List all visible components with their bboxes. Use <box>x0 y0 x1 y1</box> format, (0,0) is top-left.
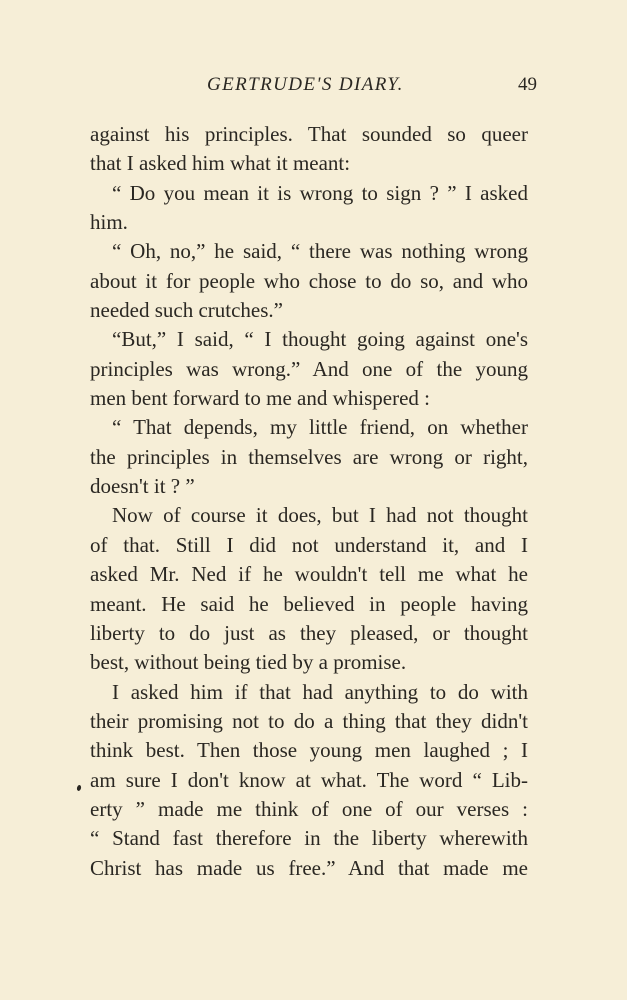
body-line: “ Do you mean it is wrong to sign ? ” I asked <box>112 180 528 205</box>
body-line: that I asked him what it meant: <box>90 151 351 176</box>
running-head-title: GERTRUDE'S DIARY. <box>207 74 404 95</box>
body-line: asked Mr. Ned if he wouldn't tell me what he <box>90 562 528 587</box>
body-line: against his principles. That sounded so queer <box>90 122 528 146</box>
body-line: liberty to do just as they pleased, or thought <box>90 620 528 645</box>
running-head <box>0 74 627 104</box>
body-line: “ Stand fast therefore in the liberty wherewith <box>90 826 528 851</box>
body-line: doesn't it ? ” <box>90 474 195 499</box>
body-line: principles was wrong.” And one of the young <box>90 356 528 381</box>
body-line: Christ has made us free.” And that made me <box>90 855 528 880</box>
body-line: am sure I don't know at what. The word “ Lib- <box>90 767 528 792</box>
page-number: 49 <box>518 74 537 95</box>
body-line: needed such crutches.” <box>90 298 283 323</box>
body-line: meant. He said he believed in people having <box>90 591 528 616</box>
body-line: “ Oh, no,” he said, “ there was nothing wrong <box>112 239 528 264</box>
body-line: I asked him if that had anything to do with <box>112 679 528 704</box>
body-line: the principles in themselves are wrong or right, <box>90 444 528 469</box>
body-line: erty ” made me think of one of our verses : <box>90 796 528 821</box>
body-line: “ That depends, my little friend, on whether <box>112 415 528 440</box>
body-line: Now of course it does, but I had not thought <box>112 503 528 528</box>
body-line: best, without being tied by a promise. <box>90 650 407 675</box>
body-text <box>90 120 528 883</box>
body-line: “But,” I said, “ I thought going against one's <box>112 327 528 352</box>
body-line: about it for people who chose to do so, and who <box>90 268 528 293</box>
body-line: think best. Then those young men laughed ; I <box>90 738 528 763</box>
body-line: men bent forward to me and whispered : <box>90 386 430 411</box>
body-line: of that. Still I did not understand it, and I <box>90 532 528 557</box>
margin-ink-mark <box>76 785 81 792</box>
body-line: him. <box>90 210 128 235</box>
body-line: their promising not to do a thing that they didn't <box>90 708 528 733</box>
